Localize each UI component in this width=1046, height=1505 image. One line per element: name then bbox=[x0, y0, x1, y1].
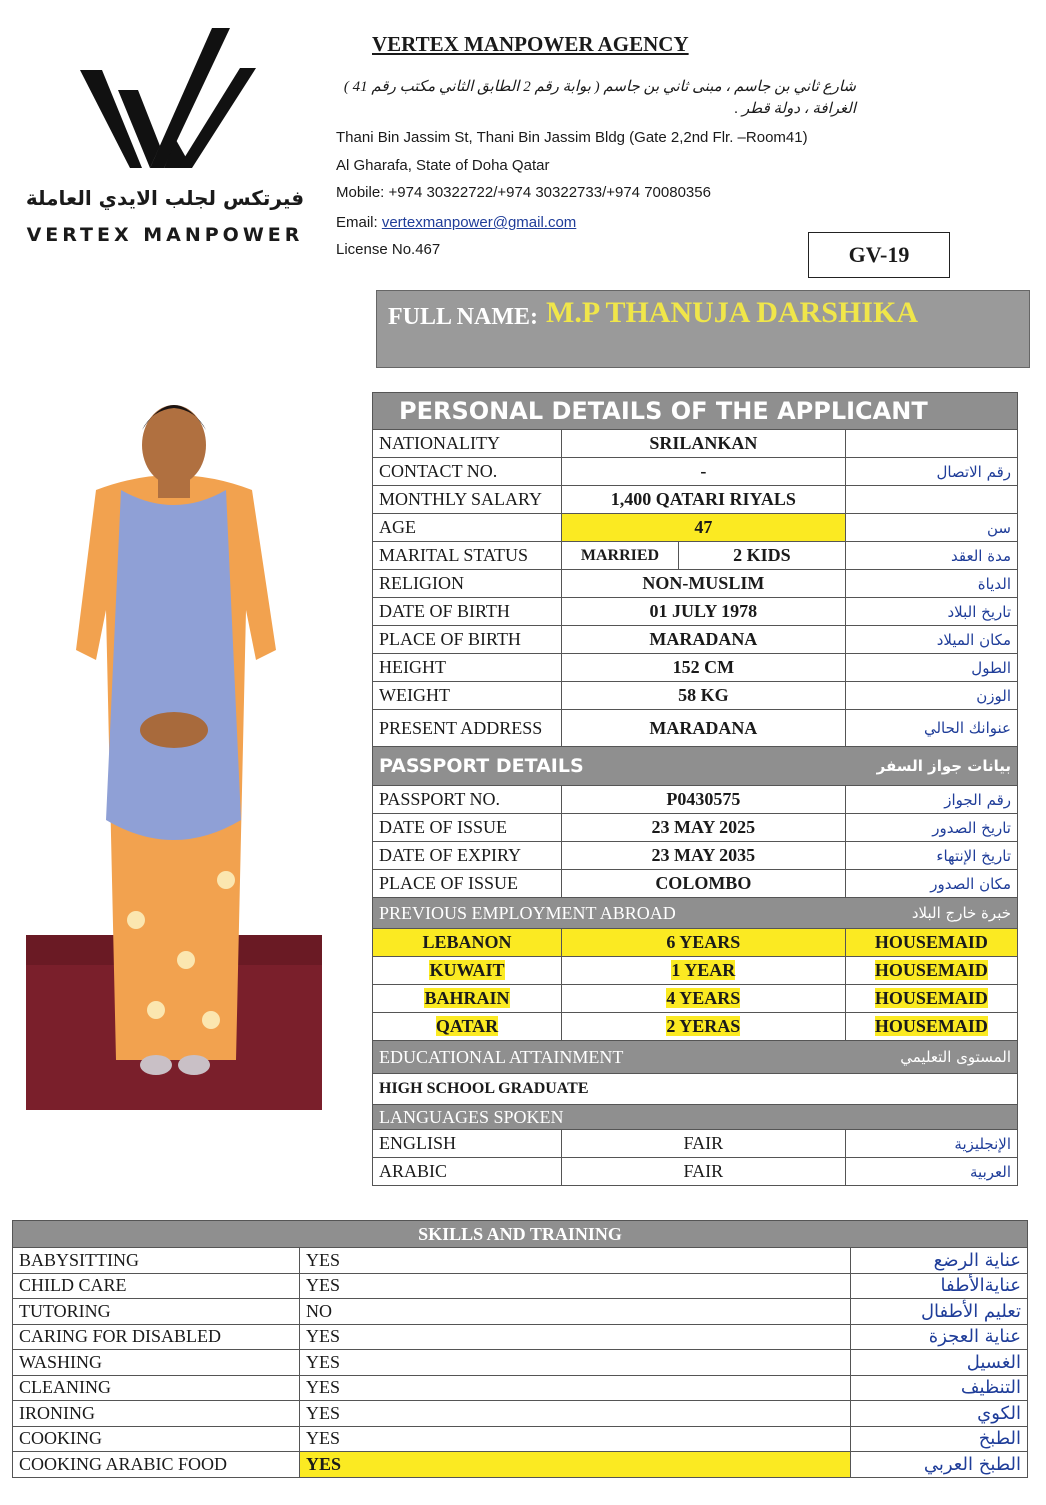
agency-name: VERTEX MANPOWER AGENCY bbox=[372, 32, 689, 56]
row-arabic: مدة العقد bbox=[845, 542, 1017, 570]
table-row bbox=[13, 1248, 1028, 1274]
row-label: NATIONALITY bbox=[373, 430, 562, 458]
table-row bbox=[373, 870, 1018, 898]
employment-row bbox=[373, 1013, 1018, 1041]
employment-duration bbox=[562, 957, 846, 985]
row-arabic: تاريخ الصدور bbox=[845, 814, 1017, 842]
row-arabic: الوزن bbox=[845, 682, 1017, 710]
employment-country bbox=[373, 985, 562, 1013]
skills-table bbox=[12, 1220, 1028, 1478]
table-row bbox=[373, 786, 1018, 814]
row-label: RELIGION bbox=[373, 570, 562, 598]
skill-arabic: التنظيف bbox=[851, 1375, 1028, 1401]
row-arabic: الدياة bbox=[845, 570, 1017, 598]
skill-label: WASHING bbox=[13, 1350, 300, 1376]
employment-position bbox=[845, 1013, 1017, 1041]
row-label: CONTACT NO. bbox=[373, 458, 562, 486]
row-value: 23 MAY 2025 bbox=[562, 814, 846, 842]
row-label: PRESENT ADDRESS bbox=[373, 710, 562, 747]
row-arabic: مكان الصدور bbox=[845, 870, 1017, 898]
employment-country-text: KUWAIT bbox=[429, 960, 505, 980]
row-arabic bbox=[845, 486, 1017, 514]
row-label: AGE bbox=[373, 514, 562, 542]
skill-value: YES bbox=[300, 1401, 851, 1427]
row-value: 01 JULY 1978 bbox=[562, 598, 846, 626]
employment-title-arabic: خبرة خارج البلاد bbox=[845, 898, 1017, 929]
row-value: MARRIED bbox=[562, 542, 679, 570]
languages-title: LANGUAGES SPOKEN bbox=[373, 1105, 1018, 1130]
table-row bbox=[373, 814, 1018, 842]
row-arabic: الطول bbox=[845, 654, 1017, 682]
table-row bbox=[13, 1324, 1028, 1350]
table-row bbox=[13, 1426, 1028, 1452]
row-value: 152 CM bbox=[562, 654, 846, 682]
full-name-label: FULL NAME: bbox=[388, 304, 538, 330]
row-arabic: مكان الميلاد bbox=[845, 626, 1017, 654]
passport-details-title-arabic: بيانات جواز السفر bbox=[845, 747, 1017, 786]
employment-title: PREVIOUS EMPLOYMENT ABROAD bbox=[373, 898, 846, 929]
skill-arabic: عنايةالأطفا bbox=[851, 1273, 1028, 1299]
skill-label: CARING FOR DISABLED bbox=[13, 1324, 300, 1350]
skill-value: YES bbox=[300, 1324, 851, 1350]
table-row bbox=[373, 654, 1018, 682]
row-value: MARADANA bbox=[562, 710, 846, 747]
employment-duration-text: 4 YEARS bbox=[666, 988, 741, 1008]
row-label: DATE OF EXPIRY bbox=[373, 842, 562, 870]
language-level: FAIR bbox=[562, 1130, 846, 1158]
passport-details-title: PASSPORT DETAILS bbox=[373, 747, 846, 786]
row-label: DATE OF BIRTH bbox=[373, 598, 562, 626]
applicant-photo bbox=[26, 360, 322, 1110]
skill-arabic: الغسيل bbox=[851, 1350, 1028, 1376]
row-label: PASSPORT NO. bbox=[373, 786, 562, 814]
skill-arabic: عناية الرضع bbox=[851, 1248, 1028, 1274]
table-row bbox=[373, 486, 1018, 514]
address-line2: Al Gharafa, State of Doha Qatar bbox=[336, 157, 550, 174]
table-row bbox=[373, 542, 1018, 570]
table-row bbox=[373, 514, 1018, 542]
row-value: SRILANKAN bbox=[562, 430, 846, 458]
table-row bbox=[13, 1452, 1028, 1478]
skill-label: IRONING bbox=[13, 1401, 300, 1427]
row-value: 47 bbox=[562, 514, 846, 542]
employment-row bbox=[373, 985, 1018, 1013]
employment-position-text: HOUSEMAID bbox=[874, 988, 988, 1008]
table-row bbox=[13, 1273, 1028, 1299]
table-row bbox=[373, 570, 1018, 598]
employment-row bbox=[373, 929, 1018, 957]
table-row bbox=[373, 1158, 1018, 1186]
employment-row bbox=[373, 957, 1018, 985]
personal-details-title: PERSONAL DETAILS OF THE APPLICANT bbox=[373, 393, 1018, 430]
row-arabic: رقم الاتصال bbox=[845, 458, 1017, 486]
license-number: License No.467 bbox=[336, 241, 441, 258]
skill-label: BABYSITTING bbox=[13, 1248, 300, 1274]
employment-country-text: BAHRAIN bbox=[424, 988, 510, 1008]
row-value: MARADANA bbox=[562, 626, 846, 654]
row-value: P0430575 bbox=[562, 786, 846, 814]
address-line1: Thani Bin Jassim St, Thani Bin Jassim Bldg (Gate 2,2nd Flr. –Room41) bbox=[336, 129, 808, 146]
row-arabic bbox=[845, 430, 1017, 458]
table-row bbox=[13, 1401, 1028, 1427]
skill-label: CLEANING bbox=[13, 1375, 300, 1401]
skills-title: SKILLS AND TRAINING bbox=[13, 1221, 1028, 1248]
applicant-code: GV-19 bbox=[808, 232, 950, 278]
row-value: COLOMBO bbox=[562, 870, 846, 898]
address-arabic-line1: شارع ثاني بن جاسم ، مبنى ثاني بن جاسم ( بوابة رقم 2 الطابق الثاني مكتب رقم 41 ) bbox=[343, 79, 856, 95]
email-link[interactable]: vertexmanpower@gmail.com bbox=[381, 214, 577, 231]
skill-label: TUTORING bbox=[13, 1299, 300, 1325]
personal-details-table bbox=[372, 392, 1018, 1186]
address-arabic-line2: الغرافة ، دولة قطر . bbox=[734, 101, 856, 117]
employment-duration bbox=[562, 985, 846, 1013]
skill-arabic: تعليم الأطفال bbox=[851, 1299, 1028, 1325]
employment-duration-text: 2 YERAS bbox=[666, 1016, 741, 1036]
row-value-2: 2 KIDS bbox=[679, 542, 846, 570]
skill-value: YES bbox=[300, 1452, 851, 1478]
language-level: FAIR bbox=[562, 1158, 846, 1186]
email-label: Email: bbox=[336, 214, 382, 231]
row-arabic: تاريخ الإنتهاء bbox=[845, 842, 1017, 870]
row-arabic: عنوانك الحالي bbox=[845, 710, 1017, 747]
row-label: DATE OF ISSUE bbox=[373, 814, 562, 842]
row-arabic: رقم الجواز bbox=[845, 786, 1017, 814]
logo-english-text: VERTEX MANPOWER bbox=[26, 224, 304, 246]
skill-value: YES bbox=[300, 1248, 851, 1274]
table-row bbox=[13, 1350, 1028, 1376]
table-row bbox=[373, 710, 1018, 747]
education-value: HIGH SCHOOL GRADUATE bbox=[373, 1074, 1018, 1105]
employment-country bbox=[373, 1013, 562, 1041]
skill-arabic: عناية العجزة bbox=[851, 1324, 1028, 1350]
skill-value: YES bbox=[300, 1375, 851, 1401]
employment-position-text: HOUSEMAID bbox=[874, 1016, 988, 1036]
education-title-arabic: المستوى التعليمي bbox=[845, 1041, 1017, 1074]
email-line bbox=[336, 214, 576, 231]
employment-duration: 6 YEARS bbox=[562, 929, 846, 957]
skill-value: NO bbox=[300, 1299, 851, 1325]
language-label: ARABIC bbox=[373, 1158, 562, 1186]
vertex-logo-mark bbox=[80, 28, 260, 178]
employment-position bbox=[845, 957, 1017, 985]
table-row bbox=[373, 842, 1018, 870]
employment-position bbox=[845, 985, 1017, 1013]
education-title: EDUCATIONAL ATTAINMENT bbox=[373, 1041, 846, 1074]
skill-value: YES bbox=[300, 1350, 851, 1376]
employment-duration-text: 1 YEAR bbox=[671, 960, 736, 980]
skill-arabic: الكوي bbox=[851, 1401, 1028, 1427]
logo-arabic-text: فيرتكس لجلب الايدي العاملة bbox=[25, 186, 305, 210]
full-name-value: M.P THANUJA DARSHIKA bbox=[546, 296, 918, 329]
row-label: MONTHLY SALARY bbox=[373, 486, 562, 514]
employment-position-text: HOUSEMAID bbox=[874, 960, 988, 980]
skill-arabic: الطبخ bbox=[851, 1426, 1028, 1452]
row-label: WEIGHT bbox=[373, 682, 562, 710]
table-row bbox=[373, 458, 1018, 486]
employment-duration bbox=[562, 1013, 846, 1041]
skill-label: COOKING bbox=[13, 1426, 300, 1452]
skill-value: YES bbox=[300, 1426, 851, 1452]
row-label: HEIGHT bbox=[373, 654, 562, 682]
row-value: 58 KG bbox=[562, 682, 846, 710]
mobile-numbers: Mobile: +974 30322722/+974 30322733/+974 70080356 bbox=[336, 184, 711, 201]
address-arabic bbox=[336, 76, 856, 120]
skill-value: YES bbox=[300, 1273, 851, 1299]
row-label: PLACE OF ISSUE bbox=[373, 870, 562, 898]
skill-arabic: الطبخ العربي bbox=[851, 1452, 1028, 1478]
language-arabic: الإنجليزية bbox=[845, 1130, 1017, 1158]
row-value: NON-MUSLIM bbox=[562, 570, 846, 598]
table-row bbox=[13, 1299, 1028, 1325]
skill-label: COOKING ARABIC FOOD bbox=[13, 1452, 300, 1478]
row-label: PLACE OF BIRTH bbox=[373, 626, 562, 654]
table-row bbox=[373, 682, 1018, 710]
row-value: 23 MAY 2035 bbox=[562, 842, 846, 870]
table-row bbox=[13, 1375, 1028, 1401]
table-row bbox=[373, 626, 1018, 654]
table-row bbox=[373, 1130, 1018, 1158]
employment-position: HOUSEMAID bbox=[845, 929, 1017, 957]
table-row bbox=[373, 430, 1018, 458]
language-label: ENGLISH bbox=[373, 1130, 562, 1158]
employment-country bbox=[373, 957, 562, 985]
row-value: - bbox=[562, 458, 846, 486]
row-arabic: سن bbox=[845, 514, 1017, 542]
employment-country-text: QATAR bbox=[435, 1016, 499, 1036]
skill-label: CHILD CARE bbox=[13, 1273, 300, 1299]
employment-country: LEBANON bbox=[373, 929, 562, 957]
row-arabic: تاريخ البلاد bbox=[845, 598, 1017, 626]
language-arabic: العربية bbox=[845, 1158, 1017, 1186]
table-row bbox=[373, 598, 1018, 626]
row-label: MARITAL STATUS bbox=[373, 542, 562, 570]
row-value: 1,400 QATARI RIYALS bbox=[562, 486, 846, 514]
